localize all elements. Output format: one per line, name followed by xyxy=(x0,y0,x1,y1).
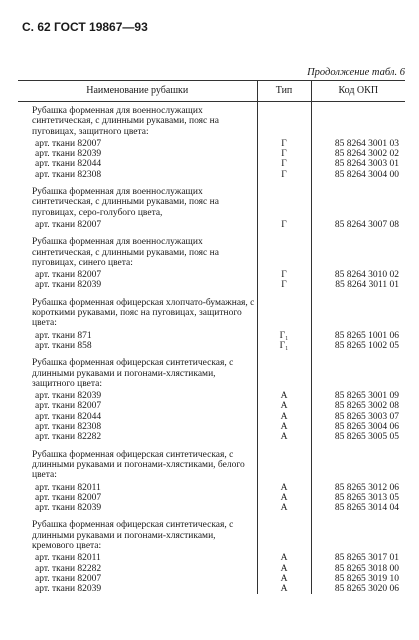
type-cell: А xyxy=(257,412,311,422)
okp-code-cell: 85 8265 3013 05 xyxy=(311,493,405,503)
okp-code-cell: 85 8265 1001 06 xyxy=(311,331,405,341)
table-group-description-row xyxy=(18,354,405,391)
okp-code-cell: 85 8265 3005 05 xyxy=(311,432,405,442)
table-row xyxy=(18,159,405,169)
fabric-article-cell: арт. ткани 82282 xyxy=(35,563,102,574)
table-group-description-row xyxy=(18,183,405,220)
fabric-article-cell: арт. ткани 82039 xyxy=(35,584,102,595)
shirt-description: Рубашка форменная офицерская хлопчато-бумажная, с короткими рукавами, пояс на пуговицах, защитного цвета: xyxy=(32,297,255,329)
type-cell: А xyxy=(257,564,311,574)
fabric-article-cell: арт. ткани 82044 xyxy=(35,159,102,170)
header-type: Тип xyxy=(257,81,311,102)
code-cell-empty xyxy=(311,183,405,220)
fabric-article-cell: арт. ткани 82039 xyxy=(35,391,102,402)
type-cell: А xyxy=(257,503,311,513)
table-continuation-label: Продолжение табл. 6 xyxy=(307,67,405,78)
fabric-article-cell: арт. ткани 82308 xyxy=(35,422,102,433)
header-shirt-name: Наименование рубашки xyxy=(18,81,257,102)
okp-code-cell: 85 8265 3018 00 xyxy=(311,564,405,574)
okp-code-cell: 85 8265 3001 09 xyxy=(311,391,405,401)
type-cell: Г₁ xyxy=(257,331,311,341)
table-body xyxy=(18,102,405,595)
table-row xyxy=(18,422,405,432)
okp-code-cell: 85 8264 3004 00 xyxy=(311,170,405,180)
table-row xyxy=(18,220,405,230)
type-cell: Г xyxy=(257,280,311,290)
type-cell: Г xyxy=(257,220,311,230)
header-okp-code: Код ОКП xyxy=(311,81,405,102)
table-group-description-row xyxy=(18,446,405,483)
okp-code-cell: 85 8264 3010 02 xyxy=(311,270,405,280)
table-row xyxy=(18,503,405,513)
code-cell-empty xyxy=(311,446,405,483)
type-cell-empty xyxy=(257,233,311,270)
shirt-description: Рубашка форменная офицерская синтетическая, с длинными рукавами и погонами-хлястиками, кремового цвета: xyxy=(32,520,234,551)
type-cell: А xyxy=(257,553,311,563)
table-group-description-row xyxy=(18,294,405,331)
table-row xyxy=(18,553,405,563)
okp-code-cell: 85 8264 3001 03 xyxy=(311,139,405,149)
type-cell: Г xyxy=(257,139,311,149)
code-cell-empty xyxy=(311,233,405,270)
okp-code-cell: 85 8265 3004 06 xyxy=(311,422,405,432)
table-row xyxy=(18,331,405,341)
type-cell: А xyxy=(257,432,311,442)
fabric-article-cell: арт. ткани 82007 xyxy=(35,573,102,584)
shirt-description: Рубашка форменная для военнослужащих синтетическая, с длинными рукавами, пояс на пуговицах, серо-голубого цвета, xyxy=(32,187,219,218)
shirt-description: Рубашка форменная для военнослужащих синтетическая, с длинными рукавами, пояс на пуговицах, защитного цвета: xyxy=(32,106,219,137)
code-cell-empty xyxy=(311,294,405,331)
okp-code-cell: 85 8265 3019 10 xyxy=(311,574,405,584)
type-cell-empty xyxy=(257,183,311,220)
fabric-article-cell: арт. ткани 82039 xyxy=(35,503,102,514)
type-cell: А xyxy=(257,401,311,411)
shirt-description: Рубашка форменная офицерская синтетическая, с длинными рукавами и погонами-хлястиками, белого цвета: xyxy=(32,449,245,481)
table-row xyxy=(18,564,405,574)
table-row xyxy=(18,391,405,401)
fabric-article-cell: арт. ткани 82039 xyxy=(35,280,102,291)
table-row xyxy=(18,483,405,493)
fabric-article-cell: арт. ткани 871 xyxy=(35,330,92,341)
okp-code-cell: 85 8265 3020 06 xyxy=(311,584,405,594)
fabric-article-cell: арт. ткани 82044 xyxy=(35,411,102,422)
okp-code-cell: 85 8264 3002 02 xyxy=(311,149,405,159)
okp-code-cell: 85 8264 3007 08 xyxy=(311,220,405,230)
table-row xyxy=(18,139,405,149)
type-cell: А xyxy=(257,483,311,493)
type-cell-empty xyxy=(257,446,311,483)
type-cell: Г₁ xyxy=(257,341,311,351)
shirt-description: Рубашка форменная офицерская синтетическая, с длинными рукавами и погонами-хлястиками, защитного цвета: xyxy=(32,358,234,389)
type-cell-empty xyxy=(257,294,311,331)
code-cell-empty xyxy=(311,354,405,391)
table-row xyxy=(18,493,405,503)
okp-code-cell: 85 8265 3002 08 xyxy=(311,401,405,411)
type-cell: А xyxy=(257,493,311,503)
okp-code-cell: 85 8265 3017 01 xyxy=(311,553,405,563)
okp-code-cell: 85 8264 3003 01 xyxy=(311,159,405,169)
fabric-article-cell: арт. ткани 82007 xyxy=(35,138,102,149)
table-row xyxy=(18,584,405,594)
table-row xyxy=(18,574,405,584)
table-group-description-row xyxy=(18,102,405,139)
type-cell: А xyxy=(257,584,311,594)
fabric-article-cell: арт. ткани 858 xyxy=(35,340,92,351)
shirt-description: Рубашка форменная для военнослужащих синтетическая, с длинными рукавами, пояс на пуговицах, синего цвета: xyxy=(32,237,219,268)
type-cell: Г xyxy=(257,159,311,169)
table-row xyxy=(18,432,405,442)
table-row xyxy=(18,270,405,280)
fabric-article-cell: арт. ткани 82007 xyxy=(35,492,102,503)
table-group-description-row xyxy=(18,233,405,270)
table-row xyxy=(18,401,405,411)
fabric-article-cell: арт. ткани 82011 xyxy=(35,482,101,493)
table-row xyxy=(18,341,405,351)
table-row xyxy=(18,149,405,159)
okp-code-cell: 85 8265 3012 06 xyxy=(311,483,405,493)
table-row xyxy=(18,170,405,180)
fabric-article-cell: арт. ткани 82308 xyxy=(35,169,102,180)
type-cell: А xyxy=(257,391,311,401)
fabric-article-cell: арт. ткани 82007 xyxy=(35,270,102,281)
table-row xyxy=(18,412,405,422)
type-cell: А xyxy=(257,422,311,432)
okp-code-cell: 85 8265 3003 07 xyxy=(311,412,405,422)
table-row xyxy=(18,280,405,290)
fabric-article-cell: арт. ткани 82007 xyxy=(35,219,102,230)
table-group-description-row xyxy=(18,516,405,553)
type-cell-empty xyxy=(257,516,311,553)
type-cell: Г xyxy=(257,149,311,159)
type-cell-empty xyxy=(257,354,311,391)
page-header: С. 62 ГОСТ 19867—93 xyxy=(22,20,148,34)
type-cell: А xyxy=(257,574,311,584)
shirt-codes-table xyxy=(18,80,405,594)
code-cell-empty xyxy=(311,102,405,139)
okp-code-cell: 85 8264 3011 01 xyxy=(311,280,405,290)
okp-code-cell: 85 8265 1002 05 xyxy=(311,341,405,351)
table-header-row xyxy=(18,81,405,102)
fabric-article-cell: арт. ткани 82011 xyxy=(35,553,101,564)
fabric-article-cell: арт. ткани 82007 xyxy=(35,401,102,412)
okp-code-cell: 85 8265 3014 04 xyxy=(311,503,405,513)
type-cell-empty xyxy=(257,102,311,139)
fabric-article-cell: арт. ткани 82039 xyxy=(35,149,102,160)
code-cell-empty xyxy=(311,516,405,553)
type-cell: Г xyxy=(257,170,311,180)
fabric-article-cell: арт. ткани 82282 xyxy=(35,432,102,443)
type-cell: Г xyxy=(257,270,311,280)
